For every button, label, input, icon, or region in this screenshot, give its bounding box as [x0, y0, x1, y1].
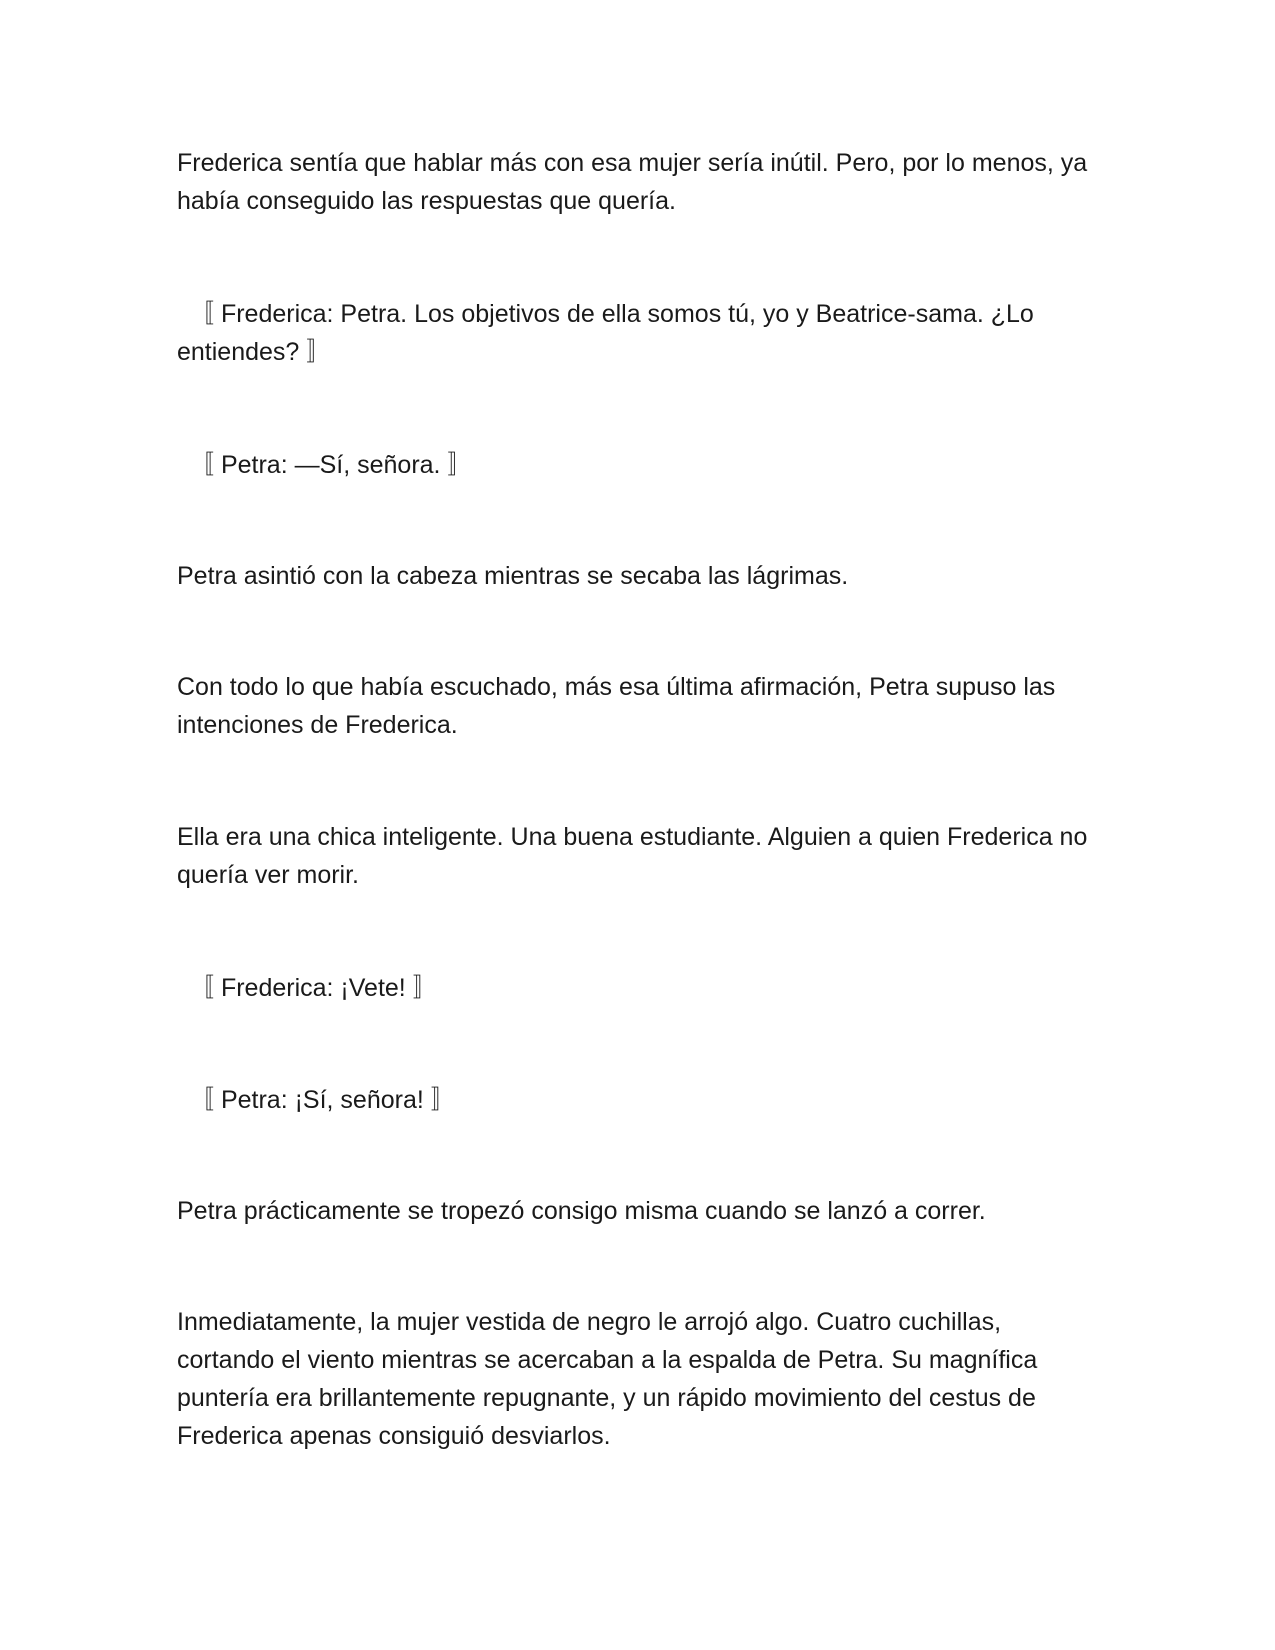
paragraph-10: Inmediatamente, la mujer vestida de negro le arrojó algo. Cuatro cuchillas, cortando el viento mientras se acercaban a la espalda de Petra. Su magnífica puntería era brillantemente repugnante, y un rápido movimiento del cestus de Frederica apenas consiguió desviarlos. [177, 1308, 1038, 1450]
dialogue-petra-1: 〚 Petra: —Sí, señora. 〛 [189, 451, 473, 479]
dialogue-petra-2: 〚 Petra: ¡Sí, señora! 〛 [189, 1086, 456, 1114]
paragraph-6: Ella era una chica inteligente. Una buena estudiante. Alguien a quien Frederica no quería ver morir. [177, 823, 1088, 889]
dialogue-frederica-2: 〚 Frederica: ¡Vete! 〛 [189, 974, 438, 1002]
paragraph-1: Frederica sentía que hablar más con esa mujer sería inútil. Pero, por lo menos, ya había conseguido las respuestas que quería. [177, 149, 1088, 215]
paragraph-4: Petra asintió con la cabeza mientras se secaba las lágrimas. [177, 562, 849, 590]
paragraph-5: Con todo lo que había escuchado, más esa última afirmación, Petra supuso las intenciones de Frederica. [177, 673, 1056, 739]
dialogue-frederica-1: 〚 Frederica: Petra. Los objetivos de ella somos tú, yo y Beatrice-sama. ¿Lo entiendes? 〛 [177, 300, 1034, 366]
paragraph-9: Petra prácticamente se tropezó consigo misma cuando se lanzó a correr. [177, 1197, 986, 1225]
